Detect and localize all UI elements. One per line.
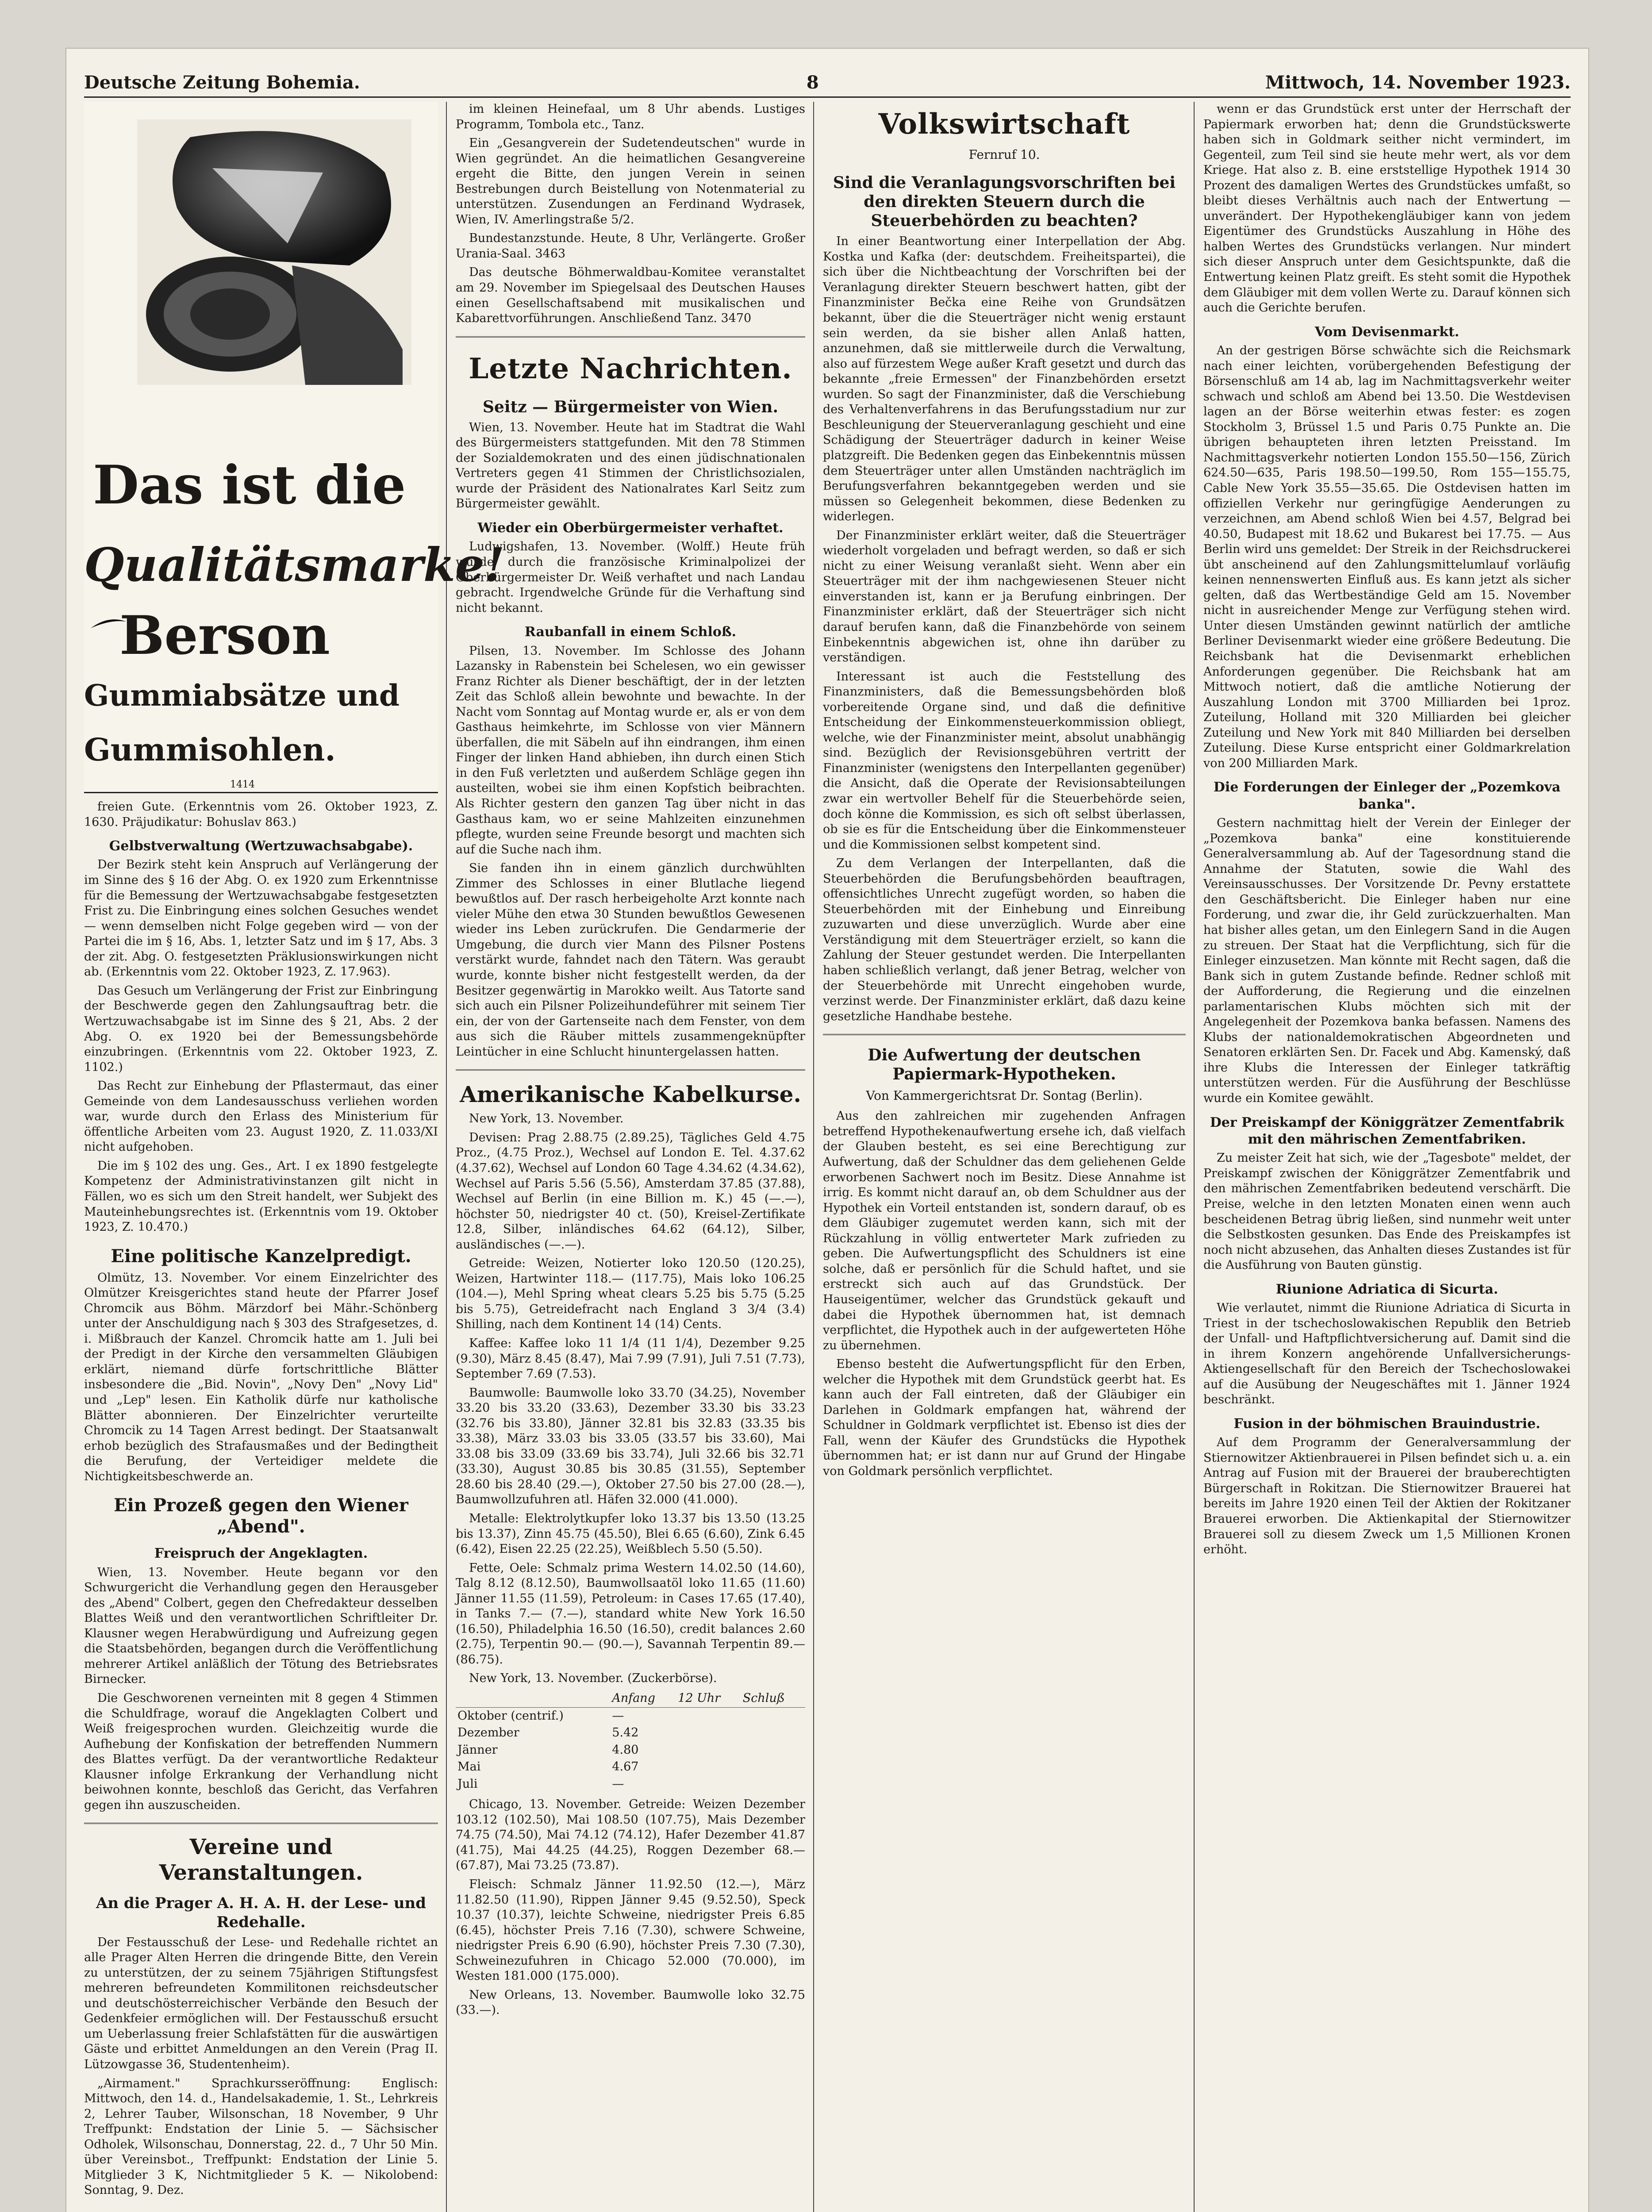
market-text: Metalle: Elektrolytkupfer loko 13.37 bis 13.50 (13.25 bis 13.37), Zinn 45.75 (45.50), Blei 6.65 (6.60), Zink 6.45 (6.42), Eisen 22.25 (22.25), Weißblech 5.50 (5.50). xyxy=(456,1511,805,1556)
article-heading: Die Aufwertung der deutschen Papiermark-Hypotheken. xyxy=(868,1046,1141,1084)
ad-brand: Berson xyxy=(119,604,330,667)
market-text: Devisen: Prag 2.88.75 (2.89.25), Tägliches Geld 4.75 Proz., (4.75 Proz.), Wechsel auf London E. Tel. 4.37.62 (4.37.62), Wechsel auf London 60 Tage 4.34.62 (4.34.62), Wechsel auf Paris 5.56 (5.56), Amsterdam 37.85 (37.88), Wechsel auf Berlin (in eine Billion m. K.) 45 (—.—), höchster 50, niedrigster 40 ct. (50), Kreisel-Zertifikate 12.8, Silber, inländisches 64.62 (64.12), Silber, ausländisches (—.—). xyxy=(456,1130,805,1252)
section-heading: Letzte Nachrichten. xyxy=(469,352,792,385)
table-cell: 5.42 xyxy=(612,1726,639,1740)
table-cell xyxy=(676,1707,741,1724)
article-heading: Wieder ein Oberbürgermeister verhaftet. xyxy=(477,520,784,536)
table-cell: Mai xyxy=(457,1760,481,1774)
table-cell xyxy=(741,1742,805,1759)
table-cell: Juli xyxy=(457,1777,478,1791)
table-cell xyxy=(676,1742,741,1759)
table-cell xyxy=(741,1759,805,1776)
article-text: Gestern nachmittag hielt der Verein der Einleger der „Pozemkova banka" eine konstituierende Generalversammlung ab. Auf der Tagesordnung stand die Annahme der Statuten, sowie die Wahl des Vereinsausschusses. Der Vorsitzende Dr. Pevny erstattete den Geschäftsbericht. Die Einleger haben nur eine Forderung, und zwar die, ihr Geld zurückzuerhalten. Man hat bisher alles getan, um den Einlegern Sand in die Augen zu streuen. Der Staat hat die Verpflichtung, sich für die Einleger einzusetzen. Man könnte mit Recht sagen, daß die Bank sich in gutem Zustande befinde. Redner schloß mit der Aufforderung, die Regierung und die einzelnen parlamentarischen Klubs möchten sich mit der Angelegenheit der Pozemkova banka befassen. Namens des Klubs der nationaldemokratischen Abgeordneten und Senatoren erklärten Sen. Dr. Facek und Abg. Kamenský, daß ihre Klubs die Interessen der Einleger tatkräftig unterstützen werden. Für die Ausführung der Beschlüsse wurde ein Komitee gewählt. xyxy=(1203,816,1571,1105)
article-heading: Die Forderungen der Einleger der „Pozemkova banka". xyxy=(1213,780,1561,812)
article-heading: An die Prager A. H. A. H. der Lese- und Redehalle. xyxy=(96,1894,426,1932)
article-text: Sie fanden ihn in einem gänzlich durchwühlten Zimmer des Schlosses in einer Blutlache liegend bewußtlos auf. Der rasch herbeigeholte Arzt konnte nach vieler Mühe den etwa 30 Stunden bewußtlos Gewesenen wieder ins Leben zurückrufen. Die Gendarmerie der Umgebung, die durch vier Mann des Pilsner Postens verstärkt wurde, fahndet nach den Tätern. Was geraubt wurde, konnte bisher nicht festgestellt werden, da der Besitzer gegenwärtig in Marokko weilt. Aus Tatorte sand sich auch ein Pilsner Polizeihundeführer mit seinem Tier ein, der von der Gartenseite nach dem Fenster, von dem aus sich die Räuber mittels zusammengeknüpfter Leintücher in eine Schlucht hinuntergelassen hatten. xyxy=(456,861,805,1059)
table-cell: Oktober (centrif.) xyxy=(457,1709,564,1723)
section-divider xyxy=(84,1823,438,1824)
article-text: An der gestrigen Börse schwächte sich die Reichsmark nach einer leichten, vorübergehenden Befestigung der Börsenschluß am 14 ab, lag im Nachmittagsverkehr weiter schwach und schloß am Abend bei 13.50. Die Westdevisen lagen an der Börse weiterhin etwas fester: es zogen Stockholm 3, Brüssel 1.5 und Paris 0.75 Punkte an. Die übrigen behaupteten ihren letzten Preisstand. Im Nachmittagsverkehr notierten London 155.50—156, Zürich 624.50—635, Paris 198.50—199.50, Rom 155—155.75, Cable New York 35.55—35.65. Die Ostdevisen hatten im offiziellen Verkehr nur geringfügige Aenderungen zu verzeichnen, am Abend schloß Wien bei 4.57, Belgrad bei 40.50, Budapest mit 18.62 und Bukarest bei 17.75. — Aus Berlin wird uns gemeldet: Der Streik in der Reichsdruckerei übt anscheinend auf den Zahlungsmittelumlauf vorläufig keinen nennenswerten Einfluß aus. Es kann jetzt als sicher gelten, daß das Wertbeständige Geld am 15. November nicht in ausreichender Menge zur Verfügung stehen wird. Unter diesen Umständen gewinnt natürlich der amtliche Berliner Devisenmarkt wieder eine größere Bedeutung. Die Reichsbank hat die Devisenmarkt erheblichen Anforderungen gegenüber. Die Reichsbank hat am Mittwoch notiert, daß die amtliche Notierung der Auszahlung London mit 3700 Milliarden bei 1proz. Zuteilung, Holland mit 320 Milliarden bei gleicher Zuteilung und New York mit 840 Milliarden bei derselben Zuteilung. Diese Kurse entspricht einer Goldmarkrelation von 200 Milliarden Mark. xyxy=(1203,344,1571,770)
article-text: Die Geschworenen verneinten mit 8 gegen 4 Stimmen die Schuldfrage, worauf die Angeklagten Colbert und Weiß freigesprochen wurden. Gleichzeitig wurde die Aufhebung der Konfiskation der betreffenden Nummern des Blattes verfügt. Da der verantwortliche Redakteur Klausner infolge Erkrankung der Verhandlung nicht beiwohnen konnte, beschloß das Gericht, das Verfahren gegen ihn auszuscheiden. xyxy=(84,1691,438,1812)
header-masthead: Deutsche Zeitung Bohemia. xyxy=(84,72,360,93)
column-3 xyxy=(823,102,1186,2212)
article-text: Ebenso besteht die Aufwertungspflicht für den Erben, welcher die Hypothek mit dem Grundstück geerbt hat. Es kann auch der Fall eintreten, daß der Gläubiger ein Darlehen in Goldmark empfangen hat, während der Schuldner in Goldmark verpflichtet ist. Ebenso ist dies der Fall, wenn der Käufer des Grundstücks die Hypothek übernommen hat; er ist dann nur auf Grund der Hingabe von Goldmark persönlich verpflichtet. xyxy=(823,1357,1186,1478)
article-text: im kleinen Heinefaal, um 8 Uhr abends. Lustiges Programm, Tombola etc., Tanz. xyxy=(456,102,805,131)
article-text: Bundestanzstunde. Heute, 8 Uhr, Verlängerte. Großer Urania-Saal. 3463 xyxy=(456,231,805,261)
column-rule xyxy=(1194,102,1195,2212)
table-cell: 4.67 xyxy=(612,1760,639,1774)
table-row xyxy=(456,1707,805,1724)
newspaper-page xyxy=(66,49,1588,2212)
article-subheading: Freispruch der Angeklagten. xyxy=(154,1546,368,1562)
article-text: Das Gesuch um Verlängerung der Frist zur Einbringung der Beschwerde gegen den Zahlungsauftrag betr. die Wertzuwachsabgabe ist im Sinne des § 21, Abs. 2 der Abg. O. ex 1920 bei der Bemessungsbehörde einzubringen. (Erkenntnis vom 22. Oktober 1923, Z. 1102.) xyxy=(84,983,438,1074)
article-text: Auf dem Programm der Generalversammlung der Stiernowitzer Aktienbrauerei in Pilsen befindet sich u. a. ein Antrag auf Fusion mit der Brauerei der brauberechtigten Bürgerschaft in Rokitzan. Die Stiernowitzer Brauerei hat bereits im Jahre 1920 einen Teil der Aktien der Rokitzaner Brauerei erworben. Die Aktienkapital der Stiernowitzer Brauerei soll zu diesem Zweck um 1,5 Millionen Kronen erhöht. xyxy=(1203,1436,1571,1557)
market-text: Getreide: Weizen, Notierter loko 120.50 (120.25), Weizen, Hartwinter 118.— (117.75), Mais loko 106.25 (104.—), Mehl Spring wheat clears 5.25 bis 5.75 (5.25 bis 5.75), Getreidefracht nach England 3 3/4 (3.4) Shilling, nach dem Kontinent 14 (14) Cents. xyxy=(456,1256,805,1332)
section-heading: Volkswirtschaft xyxy=(878,108,1130,141)
column-rule xyxy=(446,102,447,2212)
section-heading: Amerikanische Kabelkurse. xyxy=(460,1081,801,1108)
market-text: New Orleans, 13. November. Baumwolle loko 32.75 (33.—). xyxy=(456,1988,805,2017)
table-header-cell xyxy=(456,1690,610,1707)
table-header-cell: Anfang xyxy=(610,1690,676,1707)
article-text: „Airmament." Sprachkursseröffnung: Englisch: Mittwoch, den 14. d., Handelsakademie, 1. St., Lehrkreis 2, Lehrer Tauber, Wilsonschan, 18 November, 9 Uhr Treffpunkt: Endstation der Linie 5. — Sächsischer Odholek, Wilsonschau, Donnerstag, 22. d., 7 Uhr 50 Min. über Vereinsbot., Treffpunkt: Endstation der Linie 5. Mitglieder 3 K, Nichtmitglieder 5 K. — Nikolobend: Sonntag, 9. Dez. xyxy=(84,2076,438,2197)
table-cell xyxy=(741,1724,805,1742)
market-text: Fleisch: Schmalz Jänner 11.92.50 (12.—), März 11.82.50 (11.90), Rippen Jänner 9.45 (9.52.50), Speck 10.37 (10.37), leichte Schweine, niedrigster Preis 6.85 (6.45), höchster Preis 7.16 (7.30), schwere Schweine, niedrigster Preis 6.90 (6.90), höchster Preis 7.30 (7.30), Schweinezufuhren in Chicago 52.000 (70.000), im Westen 181.000 (175.000). xyxy=(456,1878,805,1983)
table-cell xyxy=(676,1724,741,1742)
page-header xyxy=(84,62,1571,98)
column-2 xyxy=(456,102,805,2212)
article-text: Der Bezirk steht kein Anspruch auf Verlängerung der im Sinne des § 16 der Abg. O. ex 1920 zum Erkenntnisse für die Bemessung der Wertzuwachsabgabe festgesetzten Frist zu. Die Einbringung eines solchen Gesuches wendet — wenn demselben nicht Folge gegeben wird — von der Partei die im § 16, Abs. 1, letzter Satz und im § 17, Abs. 3 der zit. Abg. O. festgesetzten Präklusionswirkungen nicht ab. (Erkenntnis vom 22. Oktober 1923, Z. 17.963). xyxy=(84,858,438,979)
table-cell: Jänner xyxy=(457,1743,498,1757)
article-heading: Der Preiskampf der Königgrätzer Zementfabrik mit den mährischen Zementfabriken. xyxy=(1210,1114,1564,1147)
table-header-cell: Schluß xyxy=(741,1690,805,1707)
section-heading: Vereine und Veranstaltungen. xyxy=(159,1835,363,1885)
article-text: Interessant ist auch die Feststellung des Finanzministers, daß die Bemessungsbehörden bloß vorbereitende Organe sind, und daß die definitive Entscheidung der Einkommensteuerkommission obliegt, welche, wie der Finanzminister meint, absolut unabhängig sind. Bezüglich der Revisionsgebühren vertritt der Finanzminister (wenigstens den Interpellanten gegenüber) die Ansicht, daß die Operate der Revisionsabteilungen zwar ein wertvoller Behelf für die Steuerbehörde seien, doch könne die Kommission, es sich oft selbst überlassen, ob sie es für die Entscheidung über die Einkommensteuer und die Kommissionen selbst kompetent sind. xyxy=(823,669,1186,852)
article-text: freien Gute. (Erkenntnis vom 26. Oktober 1923, Z. 1630. Präjudikatur: Bohuslav 863.) xyxy=(84,800,438,829)
market-text: Kaffee: Kaffee loko 11 1/4 (11 1/4), Dezember 9.25 (9.30), März 8.45 (8.47), Mai 7.99 (7.91), Juli 7.51 (7.73), September 7.69 (7.53). xyxy=(456,1336,805,1381)
ad-product-line: Gummiabsätze und xyxy=(84,678,400,713)
header-date: Mittwoch, 14. November 1923. xyxy=(1265,72,1571,93)
table-cell xyxy=(741,1707,805,1724)
column-4 xyxy=(1203,102,1571,2212)
article-text: Ludwigshafen, 13. November. (Wolff.) Heute früh wurde durch die französische Kriminalpolizei der Oberbürgermeister Dr. Weiß verhaftet und nach Landau gebracht. Irgendwelche Gründe für die Verhaftung sind nicht bekannt. xyxy=(456,540,805,615)
section-divider xyxy=(456,336,805,338)
article-text: Wien, 13. November. Heute begann vor den Schwurgericht die Verhandlung gegen den Herausgeber des „Abend" Colbert, gegen den Chefredakteur desselben Blattes Weiß und den verantwortlichen Schriftleiter Dr. Klausner wegen Herabwürdigung und Aufreizung gegen die Staatsbehörden, begangen durch die Veröffentlichung mehrerer Artikel anläßlich der Tötung des Betriebsrates Birnecker. xyxy=(84,1565,438,1686)
table-row xyxy=(456,1759,805,1776)
article-text: Ein „Gesangverein der Sudetendeutschen" wurde in Wien gegründet. An die heimatlichen Gesangvereine ergeht die Bitte, den jungen Verein in seinen Bestrebungen durch Beistellung von Notenmaterial zu unterstützen. Zusendungen an Ferdinand Wydrasek, Wien, IV. Amerlingstraße 5/2. xyxy=(456,136,805,227)
header-page-number: 8 xyxy=(806,72,819,93)
article-text: Der Finanzminister erklärt weiter, daß die Steuerträger wiederholt vorgeladen und befragt werden, so daß er sich nicht zu einer Weisung veranlaßt sieht. Wenn aber ein Steuerträger mit der ihm nachgewiesenen Steuer nicht einverstanden ist, kann er ja Berufung einbringen. Der Finanzminister erklärt, daß der Steuerträger sich nicht darauf berufen kann, daß die Finanzbehörde von seinem Einbekenntnis abgewichen ist, ohne ihn darüber zu verständigen. xyxy=(823,528,1186,665)
article-text: Die im § 102 des ung. Ges., Art. I ex 1890 festgelegte Kompetenz der Administrativinstanzen gilt nicht in Fällen, wo es sich um den Streit handelt, wer Subjekt des Mauteinhebungsrechtes ist. (Erkenntnis vom 19. Oktober 1923, Z. 10.470.) xyxy=(84,1159,438,1234)
column-rule xyxy=(813,102,814,2212)
market-text: Chicago, 13. November. Getreide: Weizen Dezember 103.12 (102.50), Mai 108.50 (107.75), Mais Dezember 74.75 (74.50), Mai 74.12 (74.12), Hafer Dezember 41.87 (41.75), Mai 44.25 (44.25), Roggen Dezember 68.— (67.87), Mai 73.25 (73.87). xyxy=(456,1797,805,1873)
article-text: Aus den zahlreichen mir zugehenden Anfragen betreffend Hypothekenaufwertung ersehe ich, daß vielfach der Glauben besteht, es sei eine Berechtigung zur Aufwertung, daß der Schuldner das dem geliehenen Gelde erworbenen Sachwert noch im Besitz. Diese Annahme ist irrig. Es kommt nicht darauf an, ob dem Schuldner aus der Hypothek ein Vorteil entstanden ist, sondern darauf, ob es dem Gläubiger zugemutet werden kann, sich mit der Rückzahlung in völlig entwerteter Mark zufrieden zu geben. Die Aufwertungspflicht des Schuldners ist eine solche, daß er persönlich für die Schuld haftet, und sie erstreckt sich auch auf das Grundstück. Der Hauseigentümer, welcher das Grundstück gekauft und dabei die Hypothek übernommen hat, ist demnach verpflichtet, die Hypothek auch in der aufgewerteten Höhe zu übernehmen. xyxy=(823,1109,1186,1352)
article-text: Das Recht zur Einhebung der Pflastermaut, das einer Gemeinde von dem Landesausschuss verliehen worden war, wurde durch den Erlass des Ministerium für öffentliche Arbeiten vom 23. August 1920, Z. 11.033/XI nicht aufgehoben. xyxy=(84,1079,438,1154)
table-header-row xyxy=(456,1690,805,1707)
article-heading: Riunione Adriatica di Sicurta. xyxy=(1275,1281,1498,1297)
article-text: Olmütz, 13. November. Vor einem Einzelrichter des Olmützer Kreisgerichtes stand heute der Pfarrer Josef Chromcik aus Böhm. Märzdorf bei Mähr.-Schönberg unter der Anschuldigung nach § 303 des Strafgesetzes, d. i. Mißbrauch der Kanzel. Chromcik hatte am 1. Juli bei der Predigt in der Kirche den versammelten Gläubigen erklärt, niemand dürfe fortschrittliche Blätter insbesondere die „Bid. Novin", „Novy Den" „Novy Lid" und „Lep" lesen. Ein Katholik dürfe nur katholische Blätter abonnieren. Der Einzelrichter verurteilte Chromcik zu 14 Tagen Arrest bedingt. Der Staatsanwalt erhob bezüglich des Strafausmaßes und der Bedingtheit die Berufung, der Verteidiger meldete die Nichtigkeitsbeschwerde an. xyxy=(84,1271,438,1483)
article-heading: Eine politische Kanzelpredigt. xyxy=(111,1245,411,1267)
table-row xyxy=(456,1724,805,1742)
table-cell: — xyxy=(612,1777,624,1791)
section-divider xyxy=(823,1034,1186,1035)
table-cell: — xyxy=(612,1709,624,1723)
ad-product-line: Gummisohlen. xyxy=(84,731,336,768)
section-phone: Fernruf 10. xyxy=(968,147,1040,162)
article-heading: Fusion in der böhmischen Brauindustrie. xyxy=(1233,1416,1541,1432)
table-cell xyxy=(741,1776,805,1793)
market-text: Baumwolle: Baumwolle loko 33.70 (34.25), November 33.20 bis 33.20 (33.63), Dezember 33.30 bis 33.23 (32.76 bis 33.80), Jänner 32.81 bis 32.83 (33.35 bis 33.38), März 33.03 bis 33.05 (33.57 bis 33.60), Mai 33.08 bis 33.09 (33.69 bis 33.74), Juli 32.66 bis 32.71 (33.30), August 30.85 bis 30.85 (31.55), September 28.60 bis 28.40 (29.—), Oktober 27.50 bis 27.00 (28.—), Baumwollzufuhren atl. Häfen 32.000 (41.000). xyxy=(456,1386,805,1507)
table-cell xyxy=(676,1759,741,1776)
article-heading: Ein Prozeß gegen den Wiener „Abend". xyxy=(114,1495,408,1537)
article-text: Wien, 13. November. Heute hat im Stadtrat die Wahl des Bürgermeisters stattgefunden. Mit den 78 Stimmen der Sozialdemokraten und des einen jüdischnationalen Vertreters gegen 41 Stimmen der Christlichsozialen, wurde der Präsident des Nationalrates Karl Seitz zum Bürgermeister gewählt. xyxy=(456,420,805,511)
article-text: In einer Beantwortung einer Interpellation der Abg. Kostka und Kafka (der: deutschdem. Freiheitspartei), die sich über die Nichtbeachtung der Vorschriften bei der Veranlagung direkter Steuern beschwert hatten, gibt der Finanzminister Bečka eine Reihe von Grundsätzen bekannt, über die die Steuerträger nicht wenig erstaunt sein werden, da sie bisher allen Anlaß hatten, anzunehmen, daß sie mittlerweile durch die Verwaltung, also auf fürzestem Wege außer Kraft gesetzt und durch das bekannte „freie Ermessen" der Finanzbehörden ersetzt wurden. So sagt der Finanzminister, daß die Verschiebung des Verhaltenverfahrens in das Berufungsstadium nur zur Beschleunigung der Steuerveranlagung geschieht und eine Schädigung der Steuerträger dadurch in keiner Weise platzgreift. Die Bedenken gegen das Einbekenntnis müssen dem Steuerträger unter allen Umständen nachträglich im Berufungsverfahren bekanntgegeben werden und sie müssen so Gelegenheit bekommen, diese Bedenken zu widerlegen. xyxy=(823,234,1186,524)
table-row xyxy=(456,1776,805,1793)
table-cell xyxy=(676,1776,741,1793)
ad-tagline: Qualitätsmarke! xyxy=(84,538,505,592)
market-text: Fette, Oele: Schmalz prima Western 14.02.50 (14.60), Talg 8.12 (8.12.50), Baumwollsaatöl loko 11.65 (11.60) Jänner 11.55 (11.59), Petroleum: in Cases 17.65 (17.40), in Tanks 7.— (7.—), standard white New York 16.50 (16.50), Philadelphia 16.50 (16.50), credit balances 2.60 (2.75), Terpentin 90.— (90.—), Savannah Terpentin 89.— (86.75). xyxy=(456,1561,805,1667)
article-text: Zu dem Verlangen der Interpellanten, daß die Steuerbehörden die Berufungsbehörden beauftragen, offensichtliches Unrecht zugefügt worden, so haben die Steuerbehörden mit der Einhebung und Einreibung zuzuwarten und diese unverzüglich. Wurde aber eine Verständigung mit dem Steuerträger erzielt, so kann die Zahlung der Steuer gestundet werden. Die Interpellanten haben schließlich verlangt, daß jener Betrag, welcher von der Steuerbehörde mit Unrecht eingehoben wurde, verzinst werde. Der Finanzminister erklärt, daß dazu keine gesetzliche Handhabe bestehe. xyxy=(823,856,1186,1023)
ad-headline: Das ist die xyxy=(93,454,406,516)
article-text: Wie verlautet, nimmt die Riunione Adriatica di Sicurta in Triest in der tschechoslowakischen Republik den Betrieb der Unfall- und Haftpflichtversicherung auf. Damit sind die in ihrem Konzern angehörende Unfallversicherungs-Aktiengesellschaft für den Bereich der Tschechoslowakei auf die Ausübung der Neugeschäftes mit 1. Jänner 1924 beschränkt. xyxy=(1203,1301,1571,1407)
table-cell: 4.80 xyxy=(612,1743,639,1757)
article-heading: Raubanfall in einem Schloß. xyxy=(524,624,737,640)
article-text: Zu meister Zeit hat sich, wie der „Tagesbote" meldet, der Preiskampf zwischen der Königgrätzer Zementfabrik und den mährischen Zementfabriken bedeutend verschärft. Die Preise, welche in den letzten Monaten einen wenn auch bescheidenen Betrag übrig ließen, sind nunmehr weit unter die Selbstkosten gesunken. Das Ende des Preiskampfes ist noch nicht abzusehen, das Anhalten dieses Zustandes ist für die Ausführung von Bauten günstig. xyxy=(1203,1151,1571,1272)
article-author: Von Kammergerichtsrat Dr. Sontag (Berlin). xyxy=(866,1088,1143,1103)
table-cell: Dezember xyxy=(457,1726,519,1740)
article-heading: Vom Devisenmarkt. xyxy=(1314,324,1460,340)
sugar-table xyxy=(456,1690,805,1793)
berson-advertisement xyxy=(84,102,505,793)
article-heading: Seitz — Bürgermeister von Wien. xyxy=(482,397,779,416)
article-text: Pilsen, 13. November. Im Schlosse des Johann Lazansky in Rabenstein bei Schelesen, wo ein gewisser Franz Richter als Diener beschäftigt, der in der letzten Zeit das Schloß allein bewohnte und bewachte. In der Nacht vom Sonntag auf Montag wurde er, als er von dem Gasthaus heimkehrte, im Schlosse von vier Männern überfallen, die mit Säbeln auf ihn eindrangen, ihm einen Finger der linken Hand abhieben, ihn durch einen Stich in den Fuß verletzten und außerdem Schläge gegen ihn austeilten, wobei sie ihm einen Kopfstich beibrachten. Als Richter gestern den ganzen Tag über nicht in das Gasthaus kam, wo er seine Mahlzeiten einzunehmen pflegte, wurden seine Freunde besorgt und machten sich auf die Suche nach ihm. xyxy=(456,644,805,856)
table-header-cell: 12 Uhr xyxy=(676,1690,741,1707)
section-divider xyxy=(456,1069,805,1071)
article-heading: Sind die Veranlagungsvorschriften bei den direkten Steuern durch die Steuerbehörden zu beachten? xyxy=(833,173,1176,230)
market-dateline: New York, 13. November. (Zuckerbörse). xyxy=(469,1671,717,1686)
article-text: Der Festausschuß der Lese- und Redehalle richtet an alle Prager Alten Herren die dringende Bitte, den Verein zu unterstützen, der zu seinem 75jährigen Stiftungsfest mehreren befreundeten Kommilitonen reichsdeutscher und deutschösterreichischer Verbände den Besuch der Gedenkfeier ermöglichen will. Der Festausschuß ersucht um Ueberlassung freier Schlafstätten für die auswärtigen Gäste und erbittet Anmeldungen an den Verein (Prag II. Lützowgasse 36, Studentenheim). xyxy=(84,1935,438,2071)
article-text: wenn er das Grundstück erst unter der Herrschaft der Papiermark erworben hat; denn die Grundstückswerte haben sich in Goldmark seither nicht vermindert, im Gegenteil, zum Teil sind sie heute mehr wert, als vor dem Kriege. Hat also z. B. eine erststellige Hypothek 1914 30 Prozent des damaligen Wertes des Grundstückes umfaßt, so bleibt dieses Verhältnis auch nach der Entwertung — unverändert. Der Hypothekengläubiger kann von jedem Eigentümer des Grundstücks Auszahlung in Höhe des halben Wertes des Grundstücks verlangen. Nur mindert sich dieser Anspruch unter dem Gesichtspunkte, daß die Entwertung keinen Platz greift. Es steht somit die Hypothek dem Gläubiger mit dem vollen Werte zu. Darauf können sich auch die Gerichte berufen. xyxy=(1203,102,1571,315)
table-row xyxy=(456,1742,805,1759)
article-text: Das deutsche Böhmerwaldbau-Komitee veranstaltet am 29. November im Spiegelsaal des Deutschen Hauses einen Gesellschaftsabend mit musikalischen und Kabarettvorführungen. Anschließend Tanz. 3470 xyxy=(456,265,805,326)
ad-number: 1414 xyxy=(230,779,255,790)
market-dateline: New York, 13. November. xyxy=(469,1112,624,1126)
article-heading: Gelbstverwaltung (Wertzuwachsabgabe). xyxy=(109,838,413,854)
shoe-heel-illustration xyxy=(137,119,411,385)
